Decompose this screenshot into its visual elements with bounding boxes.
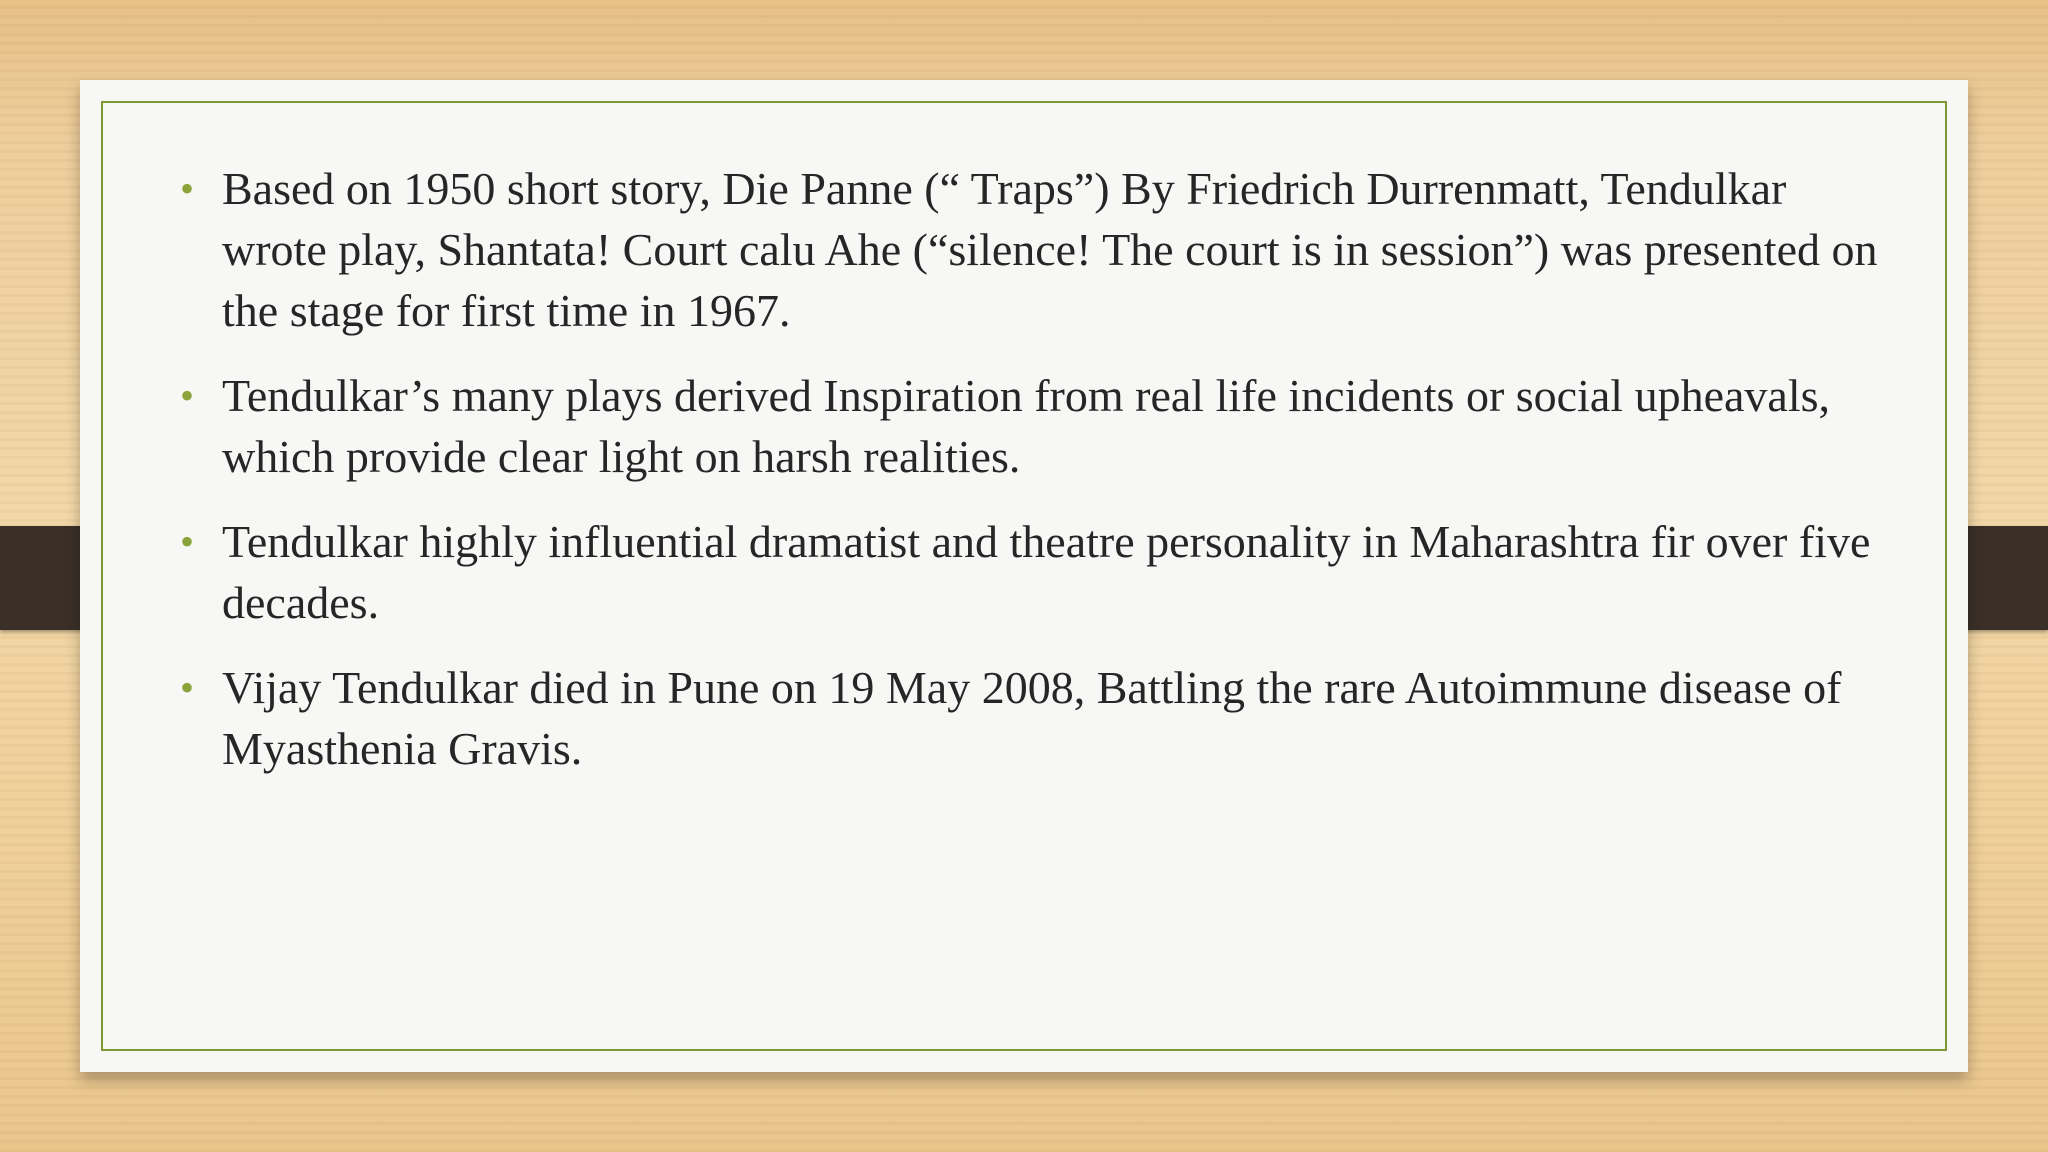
- bullet-item-3: [180, 511, 1902, 633]
- bullet-dot-icon: •: [180, 665, 195, 710]
- bullet-item-4: [180, 657, 1902, 779]
- bullet-text: Based on 1950 short story, Die Panne (“ Traps”) By Friedrich Durrenmatt, Tendulkar wrote play, Shantata! Court calu Ahe (“silence! The court is in session”) was presented on the stage for first time in 1967.: [222, 163, 1878, 336]
- bullet-dot-icon: •: [180, 519, 195, 564]
- bullet-text: Tendulkar highly influential dramatist and theatre personality in Maharashtra fir over five decades.: [222, 516, 1871, 628]
- bullet-list: [180, 158, 1902, 803]
- bullet-dot-icon: •: [180, 373, 195, 418]
- slide-card: [80, 80, 1968, 1072]
- bullet-dot-icon: •: [180, 166, 195, 211]
- bullet-text: Tendulkar’s many plays derived Inspiration from real life incidents or social upheavals, which provide clear light on harsh realities.: [222, 370, 1831, 482]
- bullet-text: Vijay Tendulkar died in Pune on 19 May 2008, Battling the rare Autoimmune disease of Myasthenia Gravis.: [222, 662, 1842, 774]
- bullet-item-1: [180, 158, 1902, 341]
- bullet-item-2: [180, 365, 1902, 487]
